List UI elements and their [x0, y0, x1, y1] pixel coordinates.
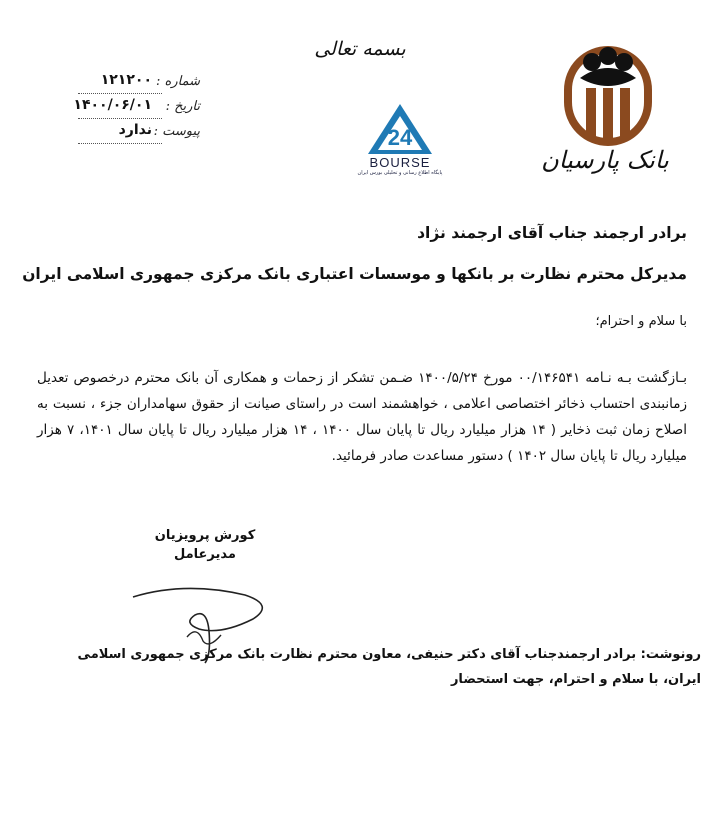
bank-parsian-logo — [530, 38, 680, 178]
date-label: تاریخ : — [165, 99, 200, 114]
letter-number: ۱۲۱۲۰۰ — [100, 72, 152, 88]
letter-number-row — [60, 72, 200, 97]
dotted-line — [78, 93, 162, 94]
dotted-line — [78, 143, 162, 144]
attachment-value: ندارد — [118, 122, 152, 138]
attachment-row — [60, 122, 200, 147]
bank-name: بانک پارسیان — [541, 146, 669, 174]
recipient-line-2: مدیرکل محترم نظارت بر بانکها و موسسات اعتباری بانک مرکزی جمهوری اسلامی ایران — [22, 265, 687, 283]
dotted-line — [78, 118, 162, 119]
bourse-logo-subtext: پایگاه اطلاع رسانی و تحلیلی بورس ایران — [357, 170, 443, 176]
greeting: با سلام و احترام؛ — [595, 314, 687, 329]
bank-emblem-icon — [530, 38, 680, 146]
letter-number-label: شماره : — [156, 74, 200, 89]
bourse-logo — [350, 100, 450, 182]
carbon-copy-note: رونوشت: برادر ارجمندجناب آقای دکتر حنیفی، معاون محترم نظارت بانک مرکزی جمهوری اسلامی ایران، با سلام و احترام، جهت استحضار — [77, 647, 701, 687]
letter-meta — [60, 72, 200, 147]
attachment-label: پیوست : — [153, 124, 200, 139]
signatory-title: مدیرعامل — [174, 547, 236, 562]
letter-body: بـازگشت بـه نـامه ۰۰/۱۴۶۵۴۱ مورخ ۱۴۰۰/۵/۲۴ ضـمن تشکر از زحمات و همکاری آن بانک محترم درخصوص تعدیل زمانبندی احتساب ذخائر اختصاصی اعلامی ، خواهشمند است در راستای صیانت از حقوق سهامداران جزء ، نسبت به اصلاح زمان ثبت ذخایر ( ۱۴ هزار میلیارد ریال تا پایان سال ۱۴۰۰ ، ۱۴ هزار میلیارد ریال تا پایان سال ۱۴۰۱، ۷ هزار میلیارد ریال تا پایان سال ۱۴۰۲ ) دستور مساعدت صادر فرمائید. — [37, 370, 688, 464]
recipient-line-1: برادر ارجمند جناب آقای ارجمند نژاد — [417, 224, 687, 242]
date-row — [60, 97, 200, 122]
bismillah-heading: بسمه تعالی — [314, 38, 406, 60]
letter-date: ۱۴۰۰/۰۶/۰۱ — [73, 97, 152, 113]
bourse-logo-icon — [350, 100, 450, 156]
bourse-logo-text: BOURSE — [369, 155, 431, 170]
signatory-name: کورش پرویزیان — [154, 528, 256, 543]
svg-text:24: 24 — [387, 125, 413, 150]
